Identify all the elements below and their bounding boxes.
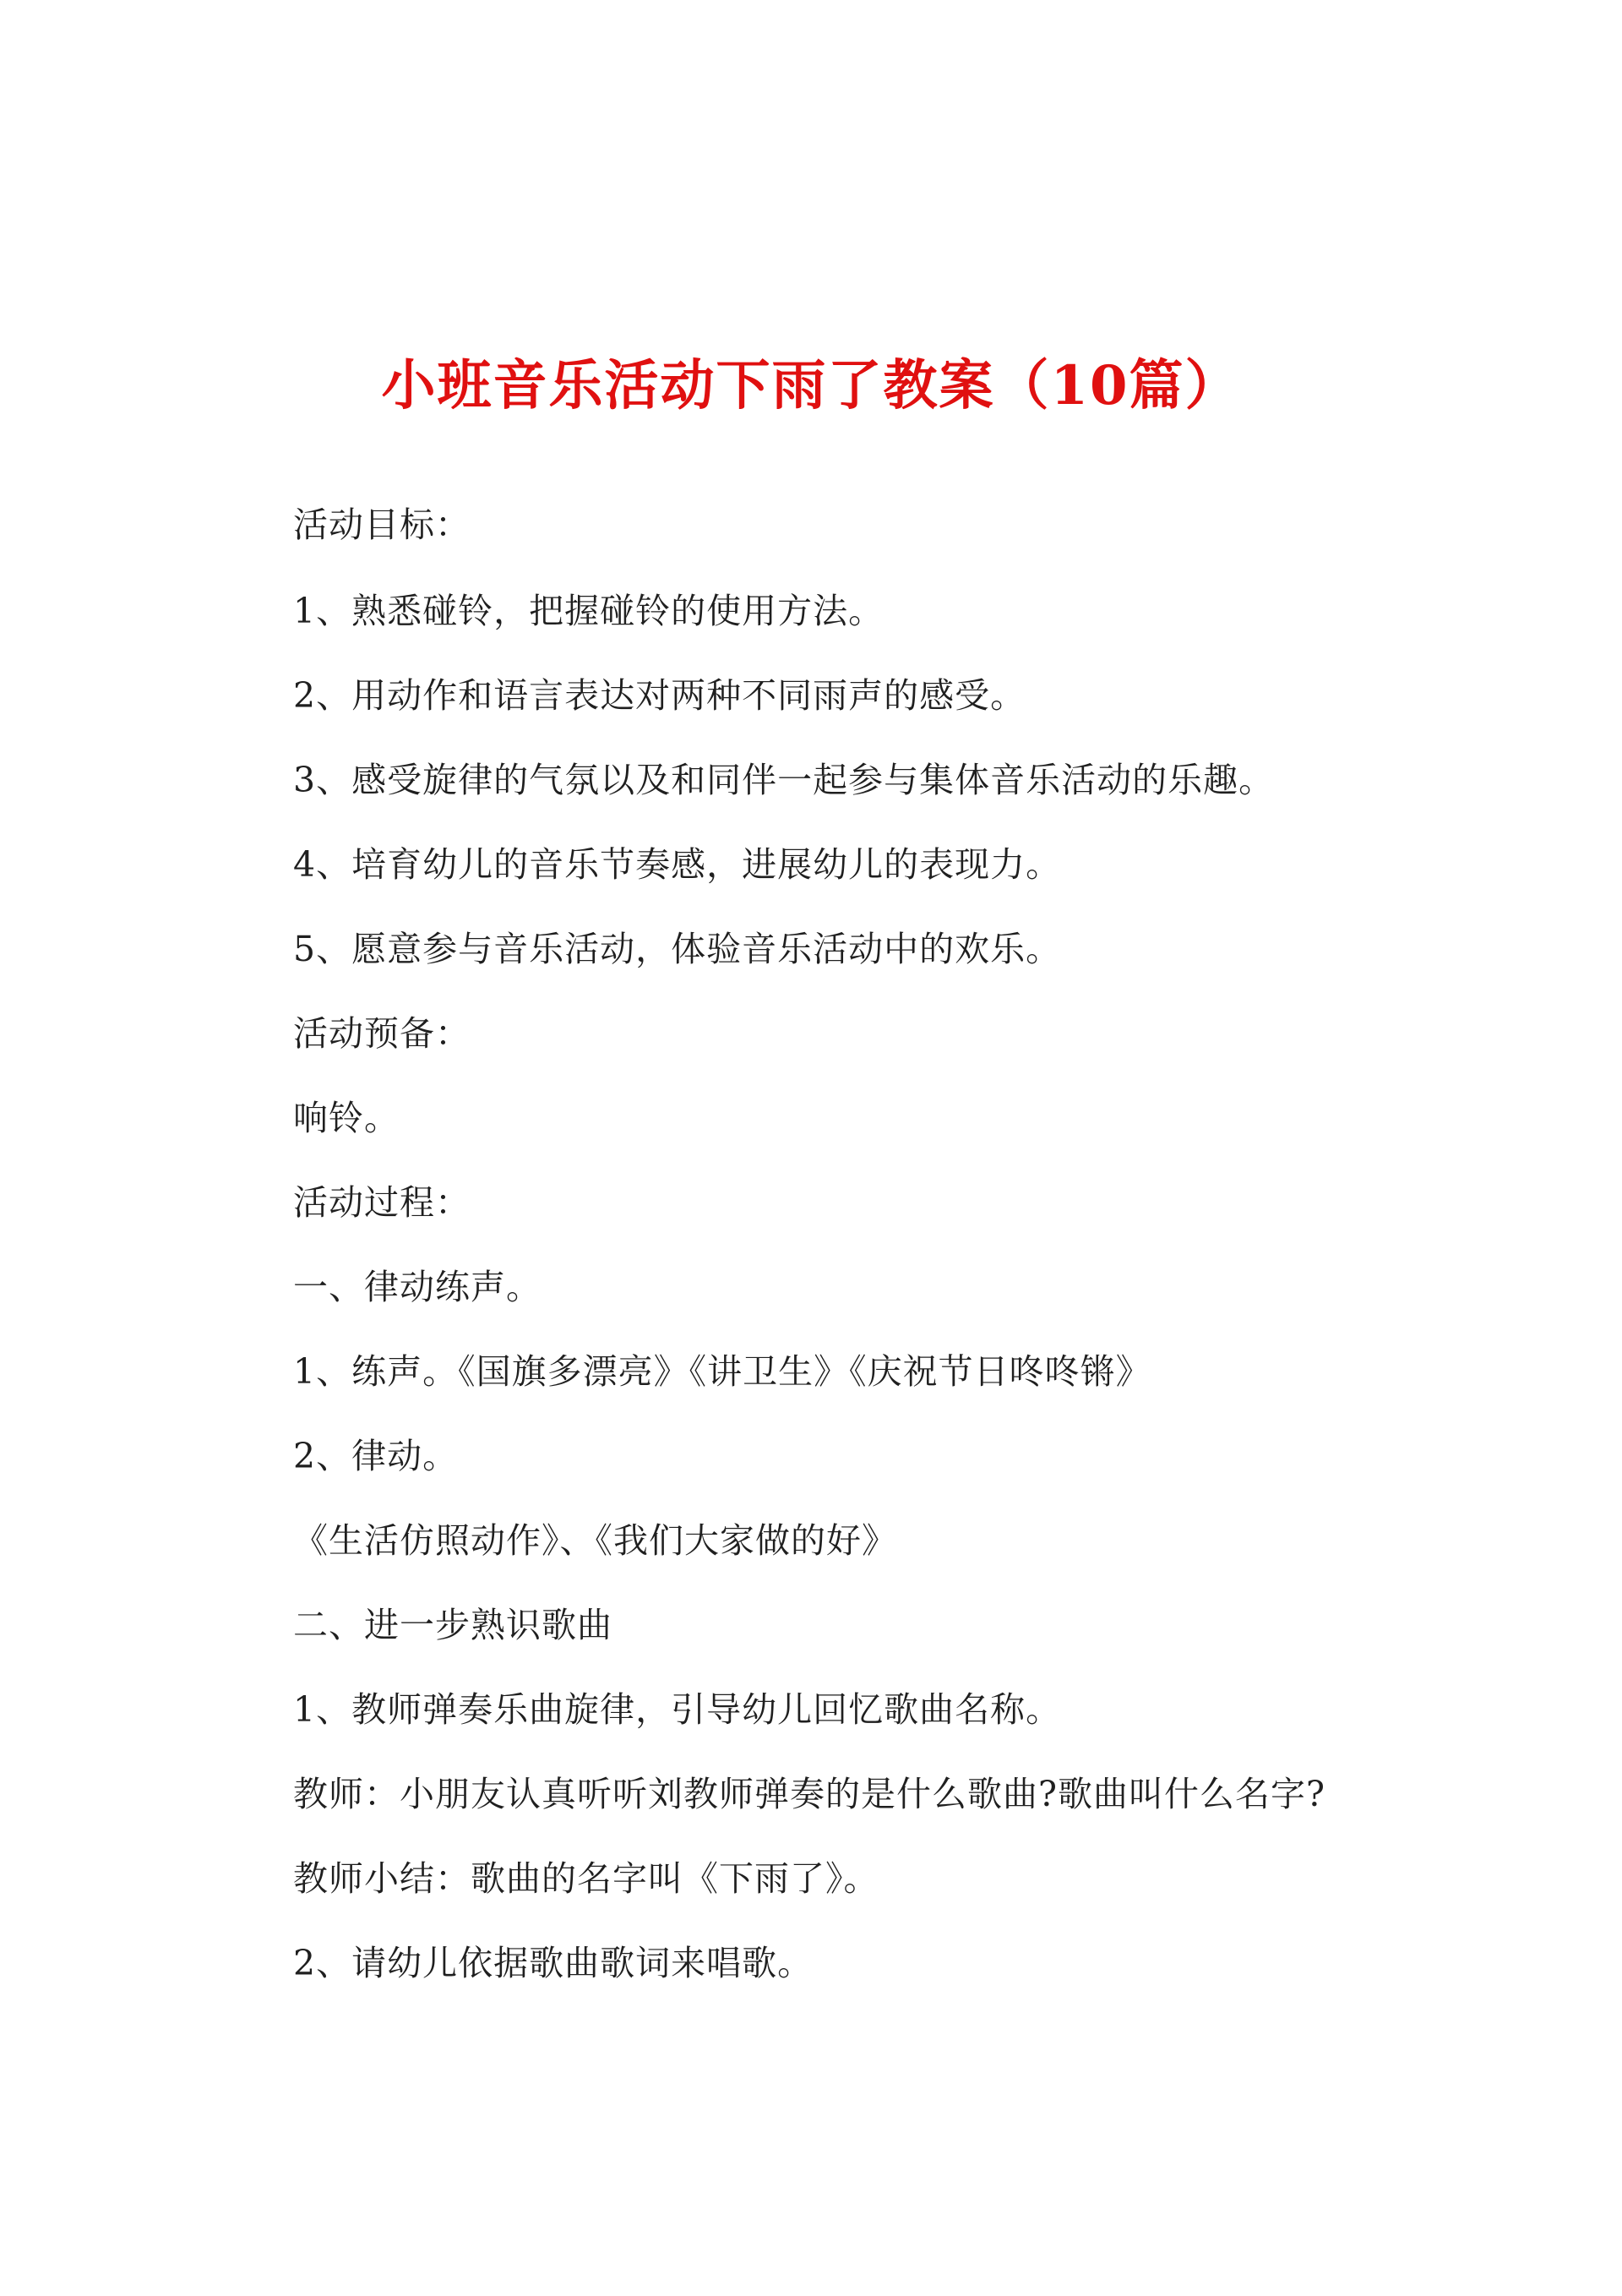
paragraph-process-heading: 活动过程：: [293, 1182, 471, 1223]
paragraph-section-2-item-1: 1、教师弹奏乐曲旋律，引导幼儿回忆歌曲名称。: [293, 1689, 1062, 1730]
paragraph-goal-1: 1、熟悉碰铃，把握碰铃的使用方法。: [293, 591, 884, 631]
paragraph-teacher-summary: 教师小结：歌曲的名字叫《下雨了》。: [293, 1858, 879, 1899]
document-title: 小班音乐活动下雨了教案（10篇）: [381, 354, 1241, 417]
paragraph-section-2-item-2: 2、请幼儿依据歌曲歌词来唱歌。: [293, 1943, 814, 1983]
paragraph-section-1-item-2-detail: 《生活仿照动作》、《我们大家做的好》: [293, 1520, 897, 1561]
paragraph-section-1-item-2: 2、律动。: [293, 1436, 459, 1476]
paragraph-section-1-item-1: 1、练声。《国旗多漂亮》《讲卫生》《庆祝节日咚咚锵》: [293, 1351, 1151, 1392]
paragraph-goal-3: 3、感受旋律的气氛以及和同伴一起参与集体音乐活动的乐趣。: [293, 760, 1275, 800]
paragraph-goal-2: 2、用动作和语言表达对两种不同雨声的感受。: [293, 675, 1026, 716]
paragraph-section-1: 一、律动练声。: [293, 1267, 542, 1307]
paragraph-teacher-question: 教师：小朋友认真听听刘教师弹奏的是什么歌曲?歌曲叫什么名字?: [293, 1774, 1325, 1814]
paragraph-goal-5: 5、愿意参与音乐活动，体验音乐活动中的欢乐。: [293, 929, 1062, 969]
paragraph-section-2: 二、进一步熟识歌曲: [293, 1605, 612, 1645]
paragraph-goal-4: 4、培育幼儿的音乐节奏感，进展幼儿的表现力。: [293, 844, 1062, 885]
paragraph-activity-goals-heading: 活动目标：: [293, 504, 471, 545]
paragraph-preparation-heading: 活动预备：: [293, 1013, 471, 1054]
paragraph-preparation-item: 响铃。: [293, 1098, 400, 1138]
